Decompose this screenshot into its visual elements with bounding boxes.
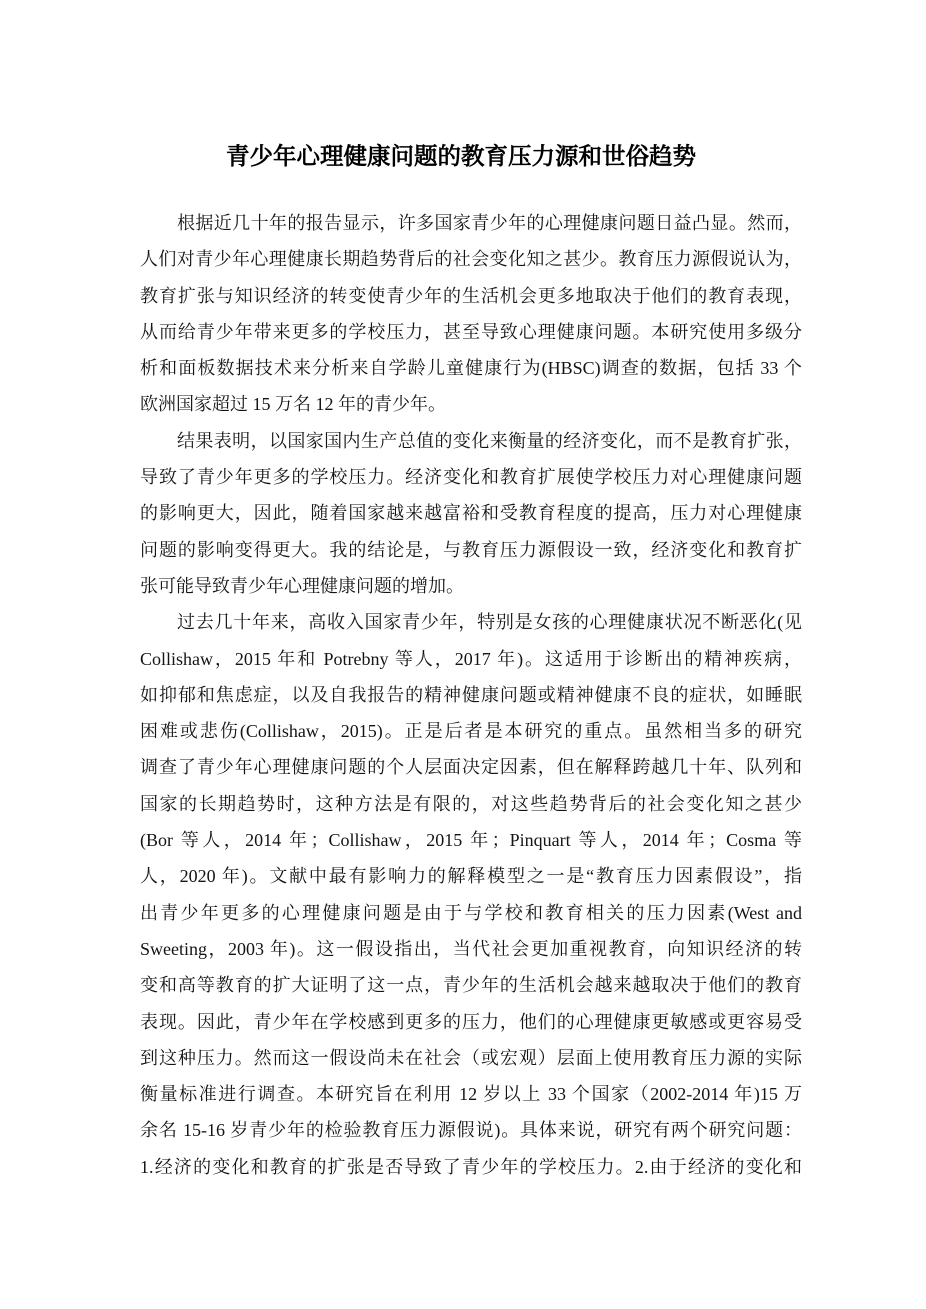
text-line: 导致了青少年更多的学校压力。经济变化和教育扩展使学校压力对心理健康问题	[140, 467, 802, 488]
text-line: 欧洲国家超过 15 万名 12 年的青少年。	[140, 394, 446, 415]
text-line: Sweeting，2003 年)。这一假设指出，当代社会更加重视教育，向知识经济的转	[140, 938, 802, 959]
text-line: 人们对青少年心理健康长期趋势背后的社会变化知之甚少。教育压力源假说认为，	[140, 249, 802, 270]
text-line: 1.经济的变化和教育的扩张是否导致了青少年的学校压力。2.由于经济的变化和	[140, 1156, 802, 1177]
text-line: 变和高等教育的扩大证明了这一点，青少年的生活机会越来越取决于他们的教育	[140, 975, 802, 996]
text-line: 教育扩张与知识经济的转变使青少年的生活机会更多地取决于他们的教育表现，	[140, 285, 802, 306]
text-line: Collishaw，2015 年和 Potrebny 等人，2017 年)。这适用于诊断出的精神疾病，	[140, 648, 802, 669]
document-body	[140, 205, 802, 1185]
text-line: 表现。因此，青少年在学校感到更多的压力，他们的心理健康更敏感或更容易受	[140, 1011, 802, 1032]
document-title: 青少年心理健康问题的教育压力源和世俗趋势	[226, 142, 696, 170]
text-line: 国家的长期趋势时，这种方法是有限的，对这些趋势背后的社会变化知之甚少	[140, 793, 802, 814]
text-line: 结果表明，以国家国内生产总值的变化来衡量的经济变化，而不是教育扩张，	[177, 430, 802, 451]
text-line: 出青少年更多的心理健康问题是由于与学校和教育相关的压力因素(West and	[140, 902, 802, 923]
text-line: 问题的影响变得更大。我的结论是，与教育压力源假设一致，经济变化和教育扩	[140, 539, 802, 560]
text-line: 析和面板数据技术来分析来自学龄儿童健康行为(HBSC)调查的数据，包括 33 个	[140, 358, 802, 379]
text-line: 衡量标准进行调查。本研究旨在利用 12 岁以上 33 个国家（2002-2014 年)15 万	[140, 1084, 802, 1105]
text-line: 余名 15-16 岁青少年的检验教育压力源假说)。具体来说，研究有两个研究问题：	[140, 1120, 802, 1141]
text-line: 根据近几十年的报告显示，许多国家青少年的心理健康问题日益凸显。然而，	[177, 213, 802, 233]
text-line: 过去几十年来，高收入国家青少年，特别是女孩的心理健康状况不断恶化(见	[177, 612, 802, 633]
text-line: 如抑郁和焦虑症，以及自我报告的精神健康问题或精神健康不良的症状，如睡眠	[140, 684, 802, 705]
paragraph	[140, 205, 802, 423]
text-line: 调查了青少年心理健康问题的个人层面决定因素，但在解释跨越几十年、队列和	[140, 757, 802, 778]
text-line: 张可能导致青少年心理健康问题的增加。	[140, 575, 464, 596]
paragraph	[140, 604, 802, 1185]
text-line: (Bor 等人，2014 年；Collishaw，2015 年；Pinquart 等人，2014 年；Cosma 等	[140, 830, 802, 851]
paragraph	[140, 423, 802, 604]
text-line: 到这种压力。然而这一假设尚未在社会（或宏观）层面上使用教育压力源的实际	[140, 1047, 802, 1068]
text-line: 从而给青少年带来更多的学校压力，甚至导致心理健康问题。本研究使用多级分	[140, 321, 802, 342]
text-line: 的影响更大，因此，随着国家越来越富裕和受教育程度的提高，压力对心理健康	[140, 503, 802, 524]
text-line: 人，2020 年)。文献中最有影响力的解释模型之一是“教育压力因素假设”，指	[140, 866, 802, 887]
text-line: 困难或悲伤(Collishaw，2015)。正是后者是本研究的重点。虽然相当多的研究	[140, 721, 802, 742]
